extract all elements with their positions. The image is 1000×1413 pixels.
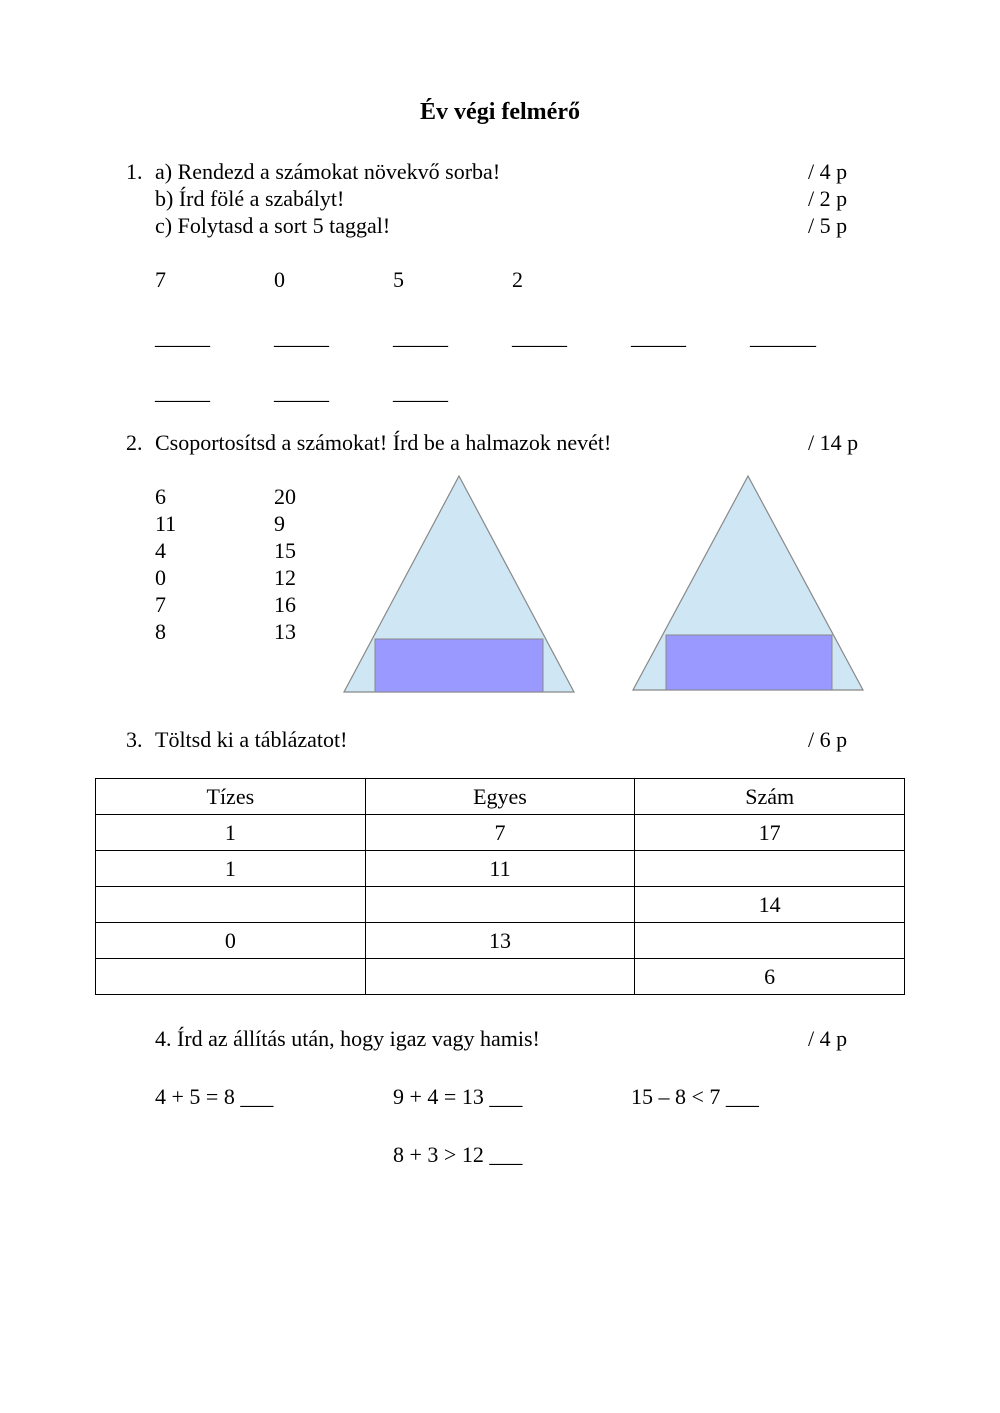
q3-instruction: Töltsd ki a táblázatot! <box>155 727 348 752</box>
q2-number-item: 9 <box>274 511 285 536</box>
table-cell-empty[interactable] <box>635 851 905 887</box>
q2-number-item: 12 <box>274 565 296 590</box>
q3-number: 3. <box>126 727 143 752</box>
table-row <box>96 887 905 923</box>
q1-item-a-points: / 4 p <box>808 159 848 184</box>
q1-answer-blank[interactable]: _____ <box>512 324 567 349</box>
q2-number-item: 16 <box>274 592 296 617</box>
table-cell-empty[interactable] <box>96 887 366 923</box>
q2-number-item: 0 <box>155 565 166 590</box>
q2-number-item: 20 <box>274 484 296 509</box>
table-cell-empty[interactable] <box>635 923 905 959</box>
q1-answer-blank[interactable]: _____ <box>393 324 448 349</box>
q2-number: 2. <box>126 430 143 455</box>
q4-instruction: 4. Írd az állítás után, hogy igaz vagy hamis! <box>155 1026 540 1051</box>
q2-number-item: 4 <box>155 538 166 563</box>
q4-points: / 4 p <box>808 1026 848 1051</box>
q2-number-item: 13 <box>274 619 296 644</box>
q1-item-b-points: / 2 p <box>808 186 848 211</box>
q2-number-item: 6 <box>155 484 166 509</box>
q1-number: 1. <box>126 159 143 184</box>
q1-number-value: 7 <box>155 267 166 292</box>
q4-statement[interactable]: 15 – 8 < 7 ___ <box>631 1084 759 1109</box>
set-name-box[interactable] <box>666 635 832 690</box>
table-row <box>96 923 905 959</box>
table-cell-empty[interactable] <box>365 959 635 995</box>
q1-item-c-points: / 5 p <box>808 213 848 238</box>
q2-number-item: 11 <box>155 511 177 536</box>
q1-answer-blank[interactable]: _____ <box>155 324 210 349</box>
q1-answer-blank[interactable]: _____ <box>274 324 329 349</box>
q1-item-c: c) Folytasd a sort 5 taggal! <box>155 213 391 238</box>
table-cell-empty[interactable] <box>96 959 366 995</box>
q2-instruction: Csoportosítsd a számokat! Írd be a halmazok nevét! <box>155 430 612 455</box>
q1-number-value: 0 <box>274 267 285 292</box>
table-cell-empty[interactable] <box>365 887 635 923</box>
q1-item-b: b) Írd fölé a szabályt! <box>155 186 345 211</box>
set-name-box[interactable] <box>375 639 543 692</box>
table-header-cell: Egyes <box>365 779 635 815</box>
q1-item-a: a) Rendezd a számokat növekvő sorba! <box>155 159 501 184</box>
page-title: Év végi felmérő <box>420 99 580 125</box>
table-header-cell: Szám <box>635 779 905 815</box>
table-cell: 7 <box>365 815 635 851</box>
q2-number-item: 15 <box>274 538 296 563</box>
table-cell: 14 <box>635 887 905 923</box>
set-triangle-left <box>340 474 578 696</box>
table-row <box>96 851 905 887</box>
q1-answer-blank[interactable]: _____ <box>631 324 686 349</box>
table-row <box>96 815 905 851</box>
table-cell: 13 <box>365 923 635 959</box>
q4-statement[interactable]: 8 + 3 > 12 ___ <box>393 1142 523 1167</box>
place-value-table <box>95 778 905 995</box>
q3-points: / 6 p <box>808 727 848 752</box>
q2-number-item: 7 <box>155 592 166 617</box>
q1-number-value: 5 <box>393 267 404 292</box>
q1-answer-blank[interactable]: _____ <box>393 379 448 404</box>
table-cell: 17 <box>635 815 905 851</box>
table-cell: 6 <box>635 959 905 995</box>
table-header-row <box>96 779 905 815</box>
table-cell: 0 <box>96 923 366 959</box>
table-header-cell: Tízes <box>96 779 366 815</box>
q1-answer-blank[interactable]: _____ <box>274 379 329 404</box>
set-triangle-right <box>630 474 868 696</box>
q1-answer-blank[interactable]: _____ <box>155 379 210 404</box>
table-row <box>96 959 905 995</box>
q1-number-value: 2 <box>512 267 523 292</box>
q4-statement[interactable]: 9 + 4 = 13 ___ <box>393 1084 523 1109</box>
q4-statement[interactable]: 4 + 5 = 8 ___ <box>155 1084 274 1109</box>
q2-points: / 14 p <box>808 430 859 455</box>
table-cell: 1 <box>96 851 366 887</box>
table-cell: 11 <box>365 851 635 887</box>
table-cell: 1 <box>96 815 366 851</box>
q2-number-item: 8 <box>155 619 166 644</box>
q1-answer-blank[interactable]: ______ <box>750 324 816 349</box>
